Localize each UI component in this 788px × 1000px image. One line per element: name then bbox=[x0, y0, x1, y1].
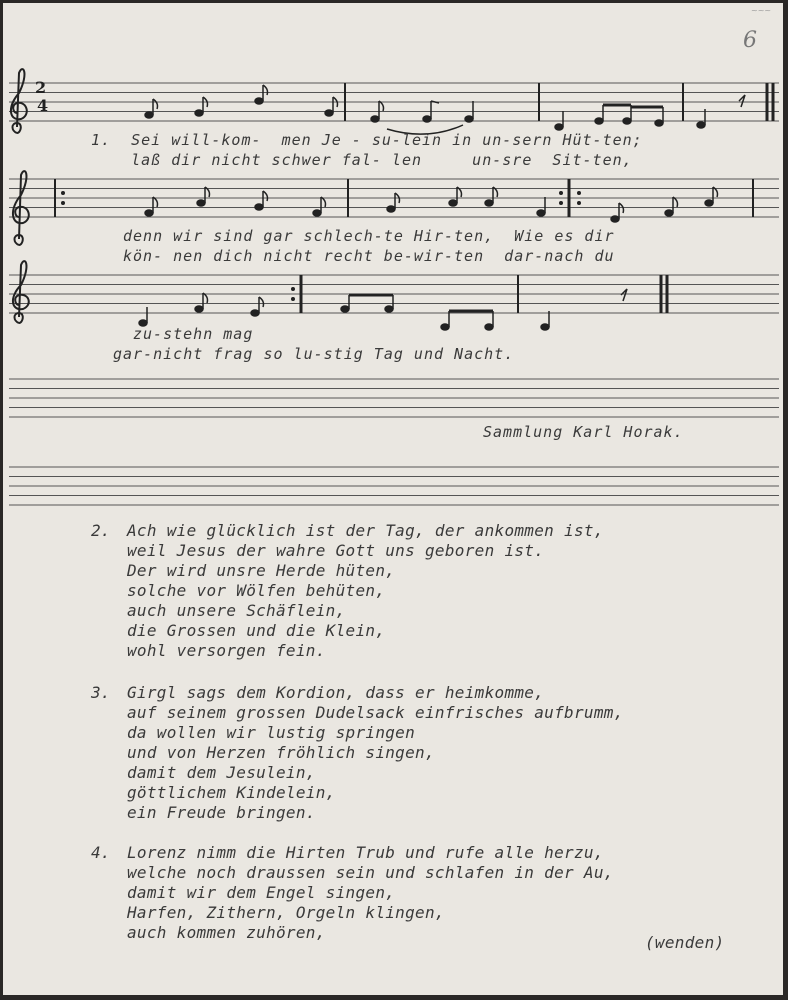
verse-line: Girgl sags dem Kordion, dass er heimkomme, bbox=[127, 683, 545, 702]
archive-stamp: ~~~ bbox=[751, 6, 772, 15]
lyric-line: gar-nicht frag so lu-stig Tag und Nacht. bbox=[113, 345, 515, 363]
verse-line: auch kommen zuhören, bbox=[127, 923, 326, 942]
verse-line: wohl versorgen fein. bbox=[127, 641, 326, 660]
verse-line: und von Herzen fröhlich singen, bbox=[127, 743, 435, 762]
turn-page-note: (wenden) bbox=[645, 933, 725, 952]
verse-line: weil Jesus der wahre Gott uns geboren ist. bbox=[127, 541, 545, 560]
music-sheet-page bbox=[3, 3, 783, 995]
treble-clef-icon bbox=[13, 261, 29, 323]
verse-line: Harfen, Zithern, Orgeln klingen, bbox=[127, 903, 445, 922]
verse-line: Lorenz nimm die Hirten Trub und rufe alle herzu, bbox=[127, 843, 604, 862]
verse-line: damit wir dem Engel singen, bbox=[127, 883, 396, 902]
lyric-line: zu-stehn mag bbox=[133, 325, 254, 343]
verse-line: da wollen wir lustig springen bbox=[127, 723, 416, 742]
verse-number: 4. bbox=[91, 843, 111, 862]
verse-number: 2. bbox=[91, 521, 111, 540]
verse-line: welche noch draussen sein und schlafen in der Au, bbox=[127, 863, 614, 882]
verse-line: Der wird unsre Herde hüten, bbox=[127, 561, 396, 580]
verse-line: ein Freude bringen. bbox=[127, 803, 316, 822]
verse-line: die Grossen und die Klein, bbox=[127, 621, 386, 640]
page-number: 6 bbox=[743, 28, 757, 53]
lyric-line: 1. Sei will-kom- men Je - su-lein in un-sern Hüt-ten; bbox=[91, 131, 643, 149]
treble-clef-icon bbox=[13, 171, 29, 245]
verse-line: auch unsere Schäflein, bbox=[127, 601, 346, 620]
source-attribution: Sammlung Karl Horak. bbox=[483, 423, 684, 441]
verse-line: auf seinem grossen Dudelsack einfrisches aufbrumm, bbox=[127, 703, 624, 722]
treble-clef-icon bbox=[11, 69, 27, 133]
verse-line: damit dem Jesulein, bbox=[127, 763, 316, 782]
lyric-line: kön- nen dich nicht recht be-wir-ten dar-nach du bbox=[123, 247, 615, 265]
verse-number: 3. bbox=[91, 683, 111, 702]
verse-line: göttlichem Kindelein, bbox=[127, 783, 336, 802]
lyric-line: laß dir nicht schwer fal- len un-sre Sit-ten, bbox=[91, 151, 633, 169]
verse-line: solche vor Wölfen behüten, bbox=[127, 581, 386, 600]
time-signature-top: 2 bbox=[35, 78, 47, 97]
verse-line: Ach wie glücklich ist der Tag, der ankommen ist, bbox=[127, 521, 604, 540]
time-signature-bottom: 4 bbox=[37, 96, 49, 115]
lyric-line: denn wir sind gar schlech-te Hir-ten, Wie es dir bbox=[123, 227, 615, 245]
